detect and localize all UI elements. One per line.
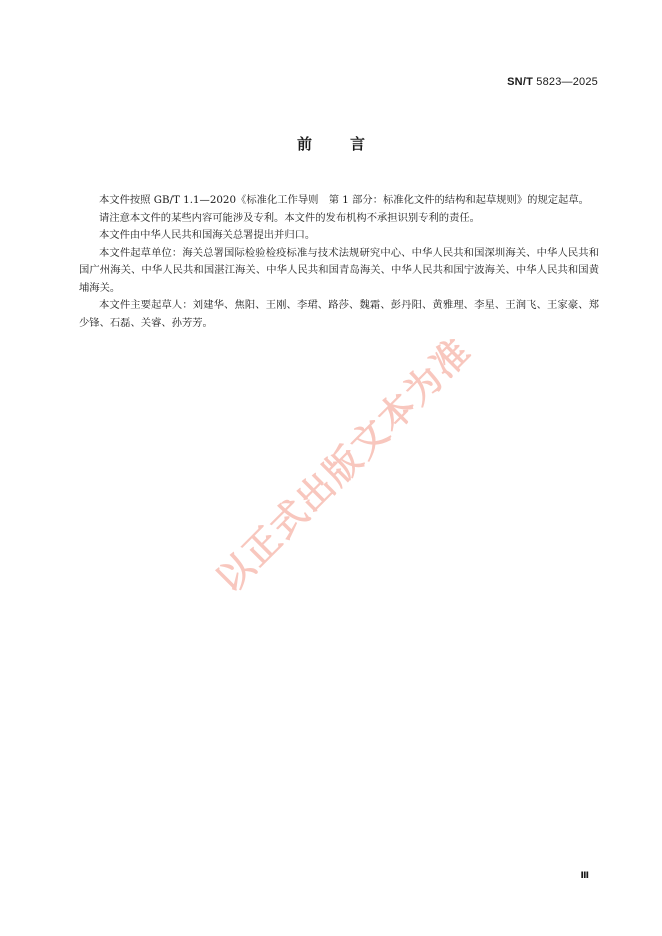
page-title bbox=[0, 133, 662, 154]
title-char-1: 前 bbox=[296, 135, 312, 153]
foreword-body bbox=[79, 192, 599, 332]
page-number: Ⅲ bbox=[580, 871, 589, 881]
paragraph-drafting-rules: 本文件按照 GB/T 1.1—2020《标准化工作导则 第 1 部分：标准化文件的结构和起草规则》的规定起草。 bbox=[99, 194, 589, 206]
standard-code-prefix: SN/T bbox=[507, 76, 533, 88]
title-char-2: 言 bbox=[350, 135, 366, 153]
paragraph-drafters: 本文件主要起草人：刘建华、焦阳、王刚、李珺、路莎、魏霜、彭丹阳、黄雅理、李星、王润飞、王家豪、郑少锋、石磊、关睿、孙芳芳。 bbox=[79, 299, 599, 329]
standard-code-number: 5823—2025 bbox=[533, 76, 598, 88]
paragraph-drafting-units: 本文件起草单位：海关总署国际检验检疫标准与技术法规研究中心、中华人民共和国深圳海关、中华人民共和国广州海关、中华人民共和国湛江海关、中华人民共和国青岛海关、中华人民共和国宁波海关、中华人民共和国黄埔海关。 bbox=[79, 246, 599, 294]
paragraph-proposer: 本文件由中华人民共和国海关总署提出并归口。 bbox=[99, 229, 316, 241]
paragraph-patent-notice: 请注意本文件的某些内容可能涉及专利。本文件的发布机构不承担识别专利的责任。 bbox=[99, 211, 480, 224]
watermark: 以正式出版文本为准 bbox=[208, 330, 480, 602]
standard-code bbox=[507, 76, 598, 88]
